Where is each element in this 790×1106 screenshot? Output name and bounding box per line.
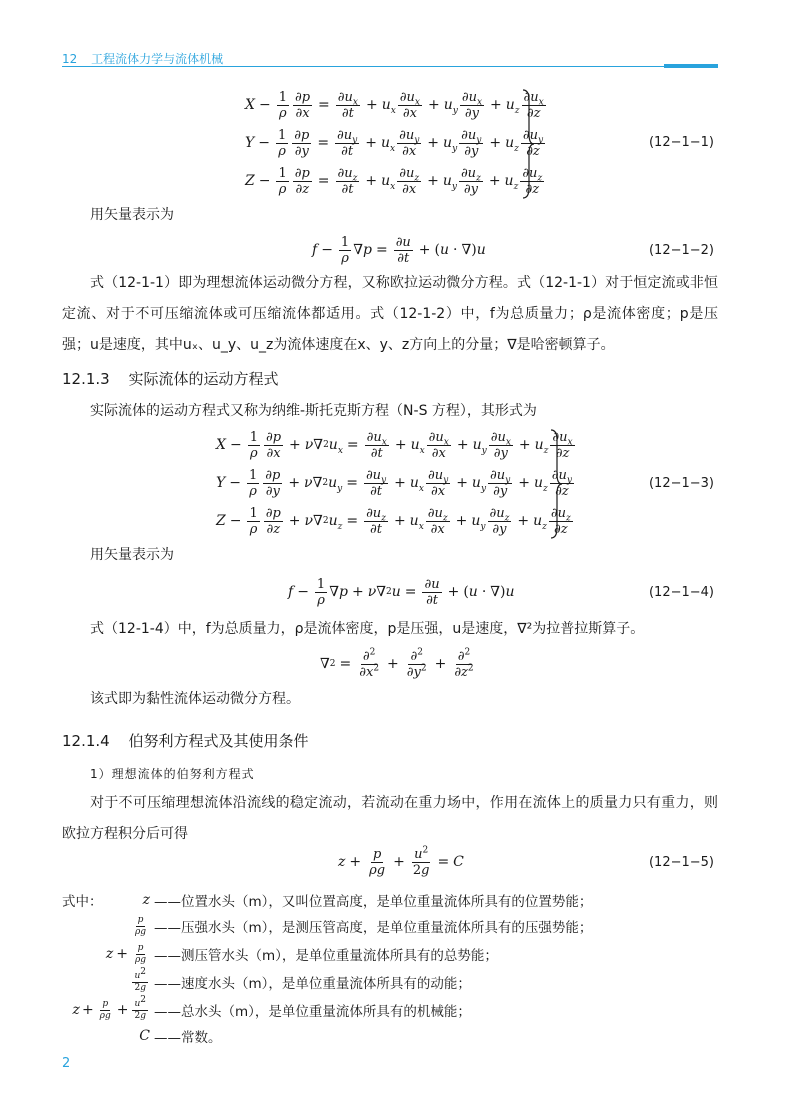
equation-number: (12−1−5) [648, 855, 714, 870]
text-vector-form-1: 用矢量表示为 [90, 207, 174, 223]
ns-x-row: X − $\frac{1}{\rho}$ $\frac{\partial p}{\partial x}$ + ν ∇ 2 $u_x$ = $\frac{\partial u_x}{\partial t}$ + $u_x$ $\frac{\partial u_x}{\partial x}$ + $u_y$ $\frac{\partial u_x}{\partial y}$ + $u_z$ $\frac{\partial u_x}{\partial z}$ [216, 429, 573, 461]
euler-x-row: X − $\frac{1}{\rho}$ $\frac{\partial p}{\partial x}$ = $\frac{\partial u_x}{\partial t}$ + $u_x$ $\frac{\partial u_x}{\partial x}$ + $u_y$ $\frac{\partial u_x}{\partial y}$ + $u_z$ $\frac{\partial u_x}{\partial z}$ [245, 89, 544, 121]
ns-vector-equation: f − $\frac{1}{\rho}$ ∇ p + ν ∇ 2 u = $\frac{\partial u}{\partial t}$ + ( u · ∇) u [288, 576, 515, 608]
legend-row-constant [62, 1022, 224, 1050]
legend-description: ——总水头（m），是单位重量流体所具有的机械能； [154, 1004, 471, 1020]
legend-row-piezometric-head [62, 940, 500, 968]
chapter-number: 12 [62, 52, 78, 66]
section-number: 12.1.4 [62, 732, 110, 750]
section-heading-12-1-4 [62, 730, 309, 751]
header-accent-bar [664, 64, 718, 68]
header-rule [62, 66, 718, 67]
legend-symbol: z + $\frac{p}{\rho g}$ + $\frac{u^2}{2g}$ [72, 994, 146, 1021]
legend-description: ——位置水头（m），又叫位置高度，是单位重量流体所具有的位置势能； [154, 894, 593, 910]
laplacian-equation: ∇ 2 = $\frac{\partial^2}{\partial x^2}$ + $\frac{\partial^2}{\partial y^2}$ + $\frac{\partial^2}{\partial z^2}$ [320, 647, 474, 680]
legend-row-position-head [62, 886, 594, 914]
euler-z-row: Z − $\frac{1}{\rho}$ $\frac{\partial p}{\partial z}$ = $\frac{\partial u_z}{\partial t}$ + $u_x$ $\frac{\partial u_z}{\partial x}$ + $u_y$ $\frac{\partial u_z}{\partial y}$ + $u_z$ $\frac{\partial u_z}{\partial z}$ [245, 165, 543, 197]
paragraph-viscous: 该式即为黏性流体运动微分方程。 [90, 691, 300, 707]
legend-symbol: z [142, 892, 150, 908]
right-brace-icon [549, 428, 563, 540]
legend-description: ——速度水头（m），是单位重量流体所具有的动能； [154, 976, 471, 992]
equation-number: (12−1−4) [648, 585, 714, 600]
paragraph-bernoulli-intro: 对于不可压缩理想流体沿流线的稳定流动，若流动在重力场中，作用在流体上的质量力只有重力，则欧拉方程积分后可得 [62, 795, 718, 842]
legend-row-pressure-head [62, 912, 594, 940]
legend-symbol: $\frac{u^2}{2g}$ [134, 966, 146, 993]
equation-number: (12−1−1) [648, 135, 714, 150]
paragraph-euler-description: 式（12-1-1）即为理想流体运动微分方程，又称欧拉运动微分方程。式（12-1-1）对于恒定流或非恒定流、对于不可压缩流体或可压缩流体都适用。式（12-1-2）中，f为总质量力；ρ是流体密度；p是压强；u是速度，其中uₓ、u_y、u_z为流体速度在x、y、z方向上的分量；∇是哈密顿算子。 [62, 275, 718, 353]
text-vector-form-2: 用矢量表示为 [90, 547, 174, 563]
subsection-heading: 1）理想流体的伯努利方程式 [90, 767, 255, 781]
section-title: 实际流体的运动方程式 [128, 370, 279, 388]
where-label: 式中： [62, 894, 103, 910]
euler-y-row: Y − $\frac{1}{\rho}$ $\frac{\partial p}{\partial y}$ = $\frac{\partial u_y}{\partial t}$ + $u_x$ $\frac{\partial u_y}{\partial x}$ + $u_y$ $\frac{\partial u_y}{\partial y}$ + $u_z$ $\frac{\partial u_y}{\partial z}$ [245, 127, 544, 159]
ns-y-row: Y − $\frac{1}{\rho}$ $\frac{\partial p}{\partial y}$ + ν ∇ 2 $u_y$ = $\frac{\partial u_y}{\partial t}$ + $u_x$ $\frac{\partial u_y}{\partial x}$ + $u_y$ $\frac{\partial u_y}{\partial y}$ + $u_z$ $\frac{\partial u_y}{\partial z}$ [216, 467, 572, 499]
section-number: 12.1.3 [62, 370, 110, 388]
legend-symbol: z + $\frac{p}{\rho g}$ [105, 942, 146, 965]
section-title: 伯努利方程式及其使用条件 [128, 732, 309, 750]
section-heading-12-1-3 [62, 368, 279, 389]
legend-description: ——常数。 [154, 1030, 222, 1046]
right-brace-icon [521, 88, 535, 200]
legend-row-velocity-head [62, 968, 473, 996]
euler-vector-equation: f − $\frac{1}{\rho}$ ∇ p = $\frac{\partial u}{\partial t}$ + ( u · ∇) u [312, 234, 486, 266]
bernoulli-equation: z + $\frac{p}{\rho g}$ + $\frac{u^2}{2g}$ = C [338, 845, 464, 878]
legend-description: ——测压管水头（m），是单位重量流体所具有的总势能； [154, 948, 498, 964]
legend-symbol: $\frac{p}{\rho g}$ [134, 914, 146, 937]
text-ns-intro: 实际流体的运动方程式又称为纳维-斯托克斯方程（N-S 方程），其形式为 [90, 403, 537, 419]
page-number: 2 [62, 1056, 71, 1071]
legend-symbol: C [139, 1028, 150, 1044]
paragraph-ns-description: 式（12-1-4）中，f为总质量力，ρ是流体密度，p是压强，u是速度，∇²为拉普拉斯算子。 [90, 621, 645, 637]
equation-number: (12−1−3) [648, 476, 714, 491]
legend-row-total-head [62, 996, 473, 1024]
running-header [62, 50, 223, 67]
chapter-title: 工程流体力学与流体机械 [91, 52, 224, 66]
legend-description: ——压强水头（m），是测压管高度，是单位重量流体所具有的压强势能； [154, 920, 593, 936]
equation-number: (12−1−2) [648, 243, 714, 258]
ns-z-row: Z − $\frac{1}{\rho}$ $\frac{\partial p}{\partial z}$ + ν ∇ 2 $u_z$ = $\frac{\partial u_z}{\partial t}$ + $u_x$ $\frac{\partial u_z}{\partial x}$ + $u_y$ $\frac{\partial u_z}{\partial y}$ + $u_z$ $\frac{\partial u_z}{\partial z}$ [216, 505, 571, 537]
